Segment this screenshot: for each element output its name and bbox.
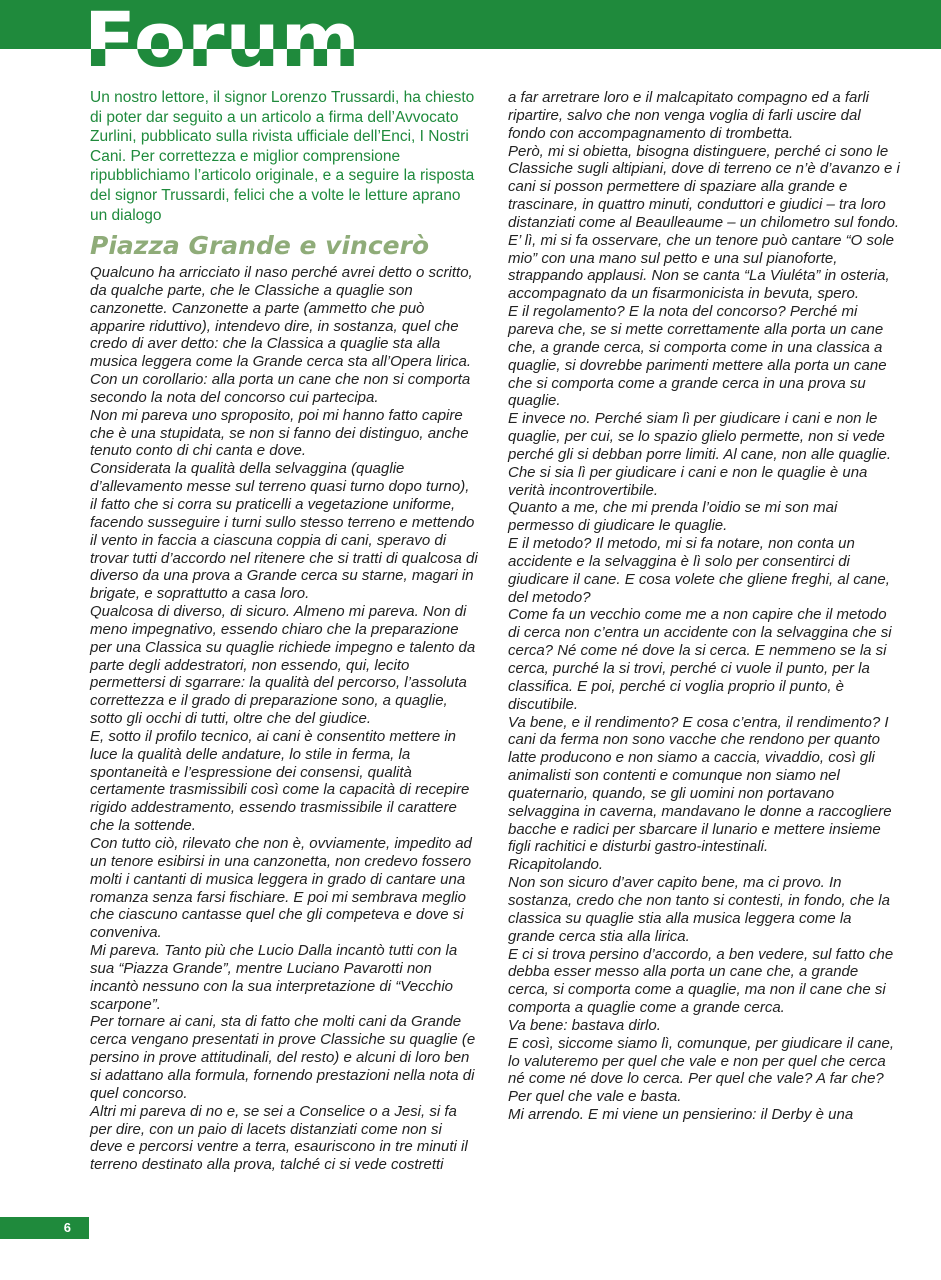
paragraph: E il regolamento? E la nota del concorso? Perché mi pareva che, se si mette correttamente alla porta un cane che, a grande cerca, si comporta come in una classica a quaglie, si dovrebbe parimenti mettere alla porta un cane che si comporta come a grande cerca in una prova su quaglie.: [508, 303, 887, 410]
article-title: Piazza Grande e vincerò: [90, 231, 430, 260]
paragraph: Altri mi pareva di no e, se sei a Conselice o a Jesi, si fa per dire, con un paio di lacets distanziati come non si deve e percorsi ventre a terra, esauriscono in tre minuti il terreno destinato alla prova, talché ci si vede costretti: [90, 1102, 468, 1174]
paragraph: Come fa un vecchio come me a non capire che il metodo di cerca non c’entra un accidente con la selvaggina che si cerca? Né come né dove la si cerca. E nemmeno se la si cerca, purché la si trovi, perché ci vuole il punto, per la classifica. E poi, perché ci voglia proprio il punto, è discutibile.: [508, 606, 892, 713]
paragraph: Qualcuno ha arricciato il naso perché avrei detto o scritto, da qualche parte, che le Classiche a quaglie son canzonette. Canzonette a parte (ammetto che può apparire riduttivo), intendevo dire, in sostanza, quel che credo di aver detto: che la Classica a quaglie sta alla musica leggera come la Grande cerca sta all’Opera lirica.: [90, 264, 473, 371]
paragraph: Non son sicuro d’aver capito bene, ma ci provo. In sostanza, credo che non tanto si contesti, in fondo, che la classica su quaglie stia alla musica leggera come la grande cerca stia alla lirica.: [508, 874, 890, 945]
paragraph: Con un corollario: alla porta un cane che non si comporta secondo la nota del concorso cui partecipa.: [90, 371, 471, 406]
paragraph: Qualcosa di diverso, di sicuro. Almeno mi pareva. Non di meno impegnativo, essendo chiaro che la preparazione per una Classica su quaglie richiede impegno e talento da parte degli addestratori, non essendo, qui, lecito permettersi di sgarrare: la qualità del percorso, l’assoluta correttezza e il grado di preparazione sono, a quaglie, sotto gli occhi di tutti, oltre che del giudice.: [90, 603, 476, 728]
paragraph: Va bene, e il rendimento? E cosa c’entra, il rendimento? I cani da ferma non sono vacche che rendono per quanto latte producono e non siamo a caccia, vivaddio, così gli animalisti son contenti e comunque non siamo nel quaternario, quando, se gli uomini non portavano selvaggina in caverna, mandavano le donne a raccogliere bacche e radici per sbarcare il lunario e mettere insieme figli rachitici e disturbi gastro-intestinali.: [508, 713, 892, 856]
paragraph: E, sotto il profilo tecnico, ai cani è consentito mettere in luce la qualità delle andature, lo stile in ferma, la spontaneità e l’espressione dei consensi, qualità certamente trasmissibili così come la capacità di recepire rigido addestramento, essendo trasmissibile il carattere che la sottende.: [90, 727, 470, 835]
left-column: [90, 264, 478, 1174]
paragraph: E così, siccome siamo lì, comunque, per giudicare il cane, lo valuteremo per quel che vale e non per quel che cerca né come né dove lo cerca. Per quel che vale? A far che? Per quel che vale e basta.: [508, 1034, 895, 1106]
paragraph: Che si sia lì per giudicare i cani e non le quaglie è una verità incontrovertibile.: [508, 463, 868, 499]
paragraph: Non mi pareva uno sproposito, poi mi hanno fatto capire che è una stupidata, se non si fanno dei distinguo, anche tenuto conto di chi canta e dove.: [90, 406, 469, 460]
page-number: 6: [63, 1220, 71, 1235]
paragraph: Considerata la qualità della selvaggina (quaglie d’allevamento messe sul terreno quasi turno dopo turno), il fatto che si corra su praticelli a vegetazione uniforme, facendo susseguire i turni sullo stesso terreno e mettendo il vento in faccia a ciascuna coppia di cani, speravo di trovar tutti d’accordo nel ritenere che si tratti di qualcosa di diverso da una prova a Grande cerca su starne, magari in brigate, e soprattutto a casa loro.: [90, 460, 478, 603]
paragraph: E’ lì, mi si fa osservare, che un tenore può cantare “O sole mio” con una mano sul petto e una sul pianoforte, strappando applausi. Non se canta “La Viuléta” in osteria, accompagnato da un fisarmonicista in bevuta, spero.: [508, 231, 895, 303]
intro-paragraph: Un nostro lettore, il signor Lorenzo Trussardi, ha chiesto di poter dar seguito a un articolo a firma dell’Avvocato Zurlini, pubblicato sulla rivista ufficiale dell’Enci, I Nostri Cani. Per correttezza e miglior comprensione ripubblichiamo l’articolo originale, e a seguire la risposta del signor Trussardi, felici che a volte le letture aprano un dialogo: [90, 89, 475, 224]
paragraph: Va bene: bastava dirlo.: [508, 1016, 661, 1034]
paragraph: Con tutto ciò, rilevato che non è, ovviamente, impedito ad un tenore esibirsi in una canzonetta, non credevo fossero molti i cantanti di musica leggera in grado di cantare una romanza senza farsi fischiare. E poi mi sembrava meglio che ciascuno cantasse quel che gli competeva e dove si conveniva.: [90, 835, 472, 942]
section-title: Forum: [84, 0, 361, 84]
paragraph: Mi arrendo. E mi viene un pensierino: il Derby è una: [508, 1106, 854, 1124]
paragraph: E il metodo? Il metodo, mi si fa notare, non conta un accidente e la selvaggina è lì solo per consentirci di giudicare il cane. E cosa volete che gliene freghi, al cane, del metodo?: [508, 535, 890, 606]
right-column: [508, 89, 900, 1124]
paragraph: Ricapitolando.: [508, 856, 604, 874]
paragraph: E invece no. Perché siam lì per giudicare i cani e non le quaglie, per cui, se lo spazio glielo permette, non si vede perché gli si debban porre limiti. Al cane, non alle quaglie.: [508, 410, 892, 463]
page-number-tab: [0, 1217, 89, 1239]
paragraph: Mi pareva. Tanto più che Lucio Dalla incantò tutti con la sua “Piazza Grande”, mentre Luciano Pavarotti non incantò nessuno con la sua interpretazione di “Vecchio scarpone”.: [90, 942, 458, 1013]
paragraph: Però, mi si obietta, bisogna distinguere, perché ci sono le Classiche sugli altipiani, dove di terreno ce n’è d’avanzo e i cani si posson permettere di spaziare alla grande e trascinare, in quattro minuti, conduttori e giudici – tra loro distanziati come al Beaulleaume – un chilometro sul fondo.: [508, 142, 900, 231]
paragraph: a far arretrare loro e il malcapitato compagno ed a farli ripartire, salvo che non venga voglia di farli uscire dal fondo con accompagnamento di trombetta.: [508, 89, 870, 142]
paragraph: Per tornare ai cani, sta di fatto che molti cani da Grande cerca vengano presentati in prove Classiche su quaglie (e persino in prove attitudinali, del resto) e alcuni di loro ben si adattano alla formula, fornendo prestazioni nella nota di quel concorso.: [90, 1013, 476, 1102]
paragraph: E ci si trova persino d’accordo, a ben vedere, sul fatto che debba esser messo alla porta un cane che, a grande cerca, si comporta come a quaglie, ma non il cane che si comporta a quaglie come a grande cerca.: [508, 945, 894, 1017]
paragraph: Quanto a me, che mi prenda l’oidio se mi son mai permesso di giudicare le quaglie.: [508, 499, 838, 535]
